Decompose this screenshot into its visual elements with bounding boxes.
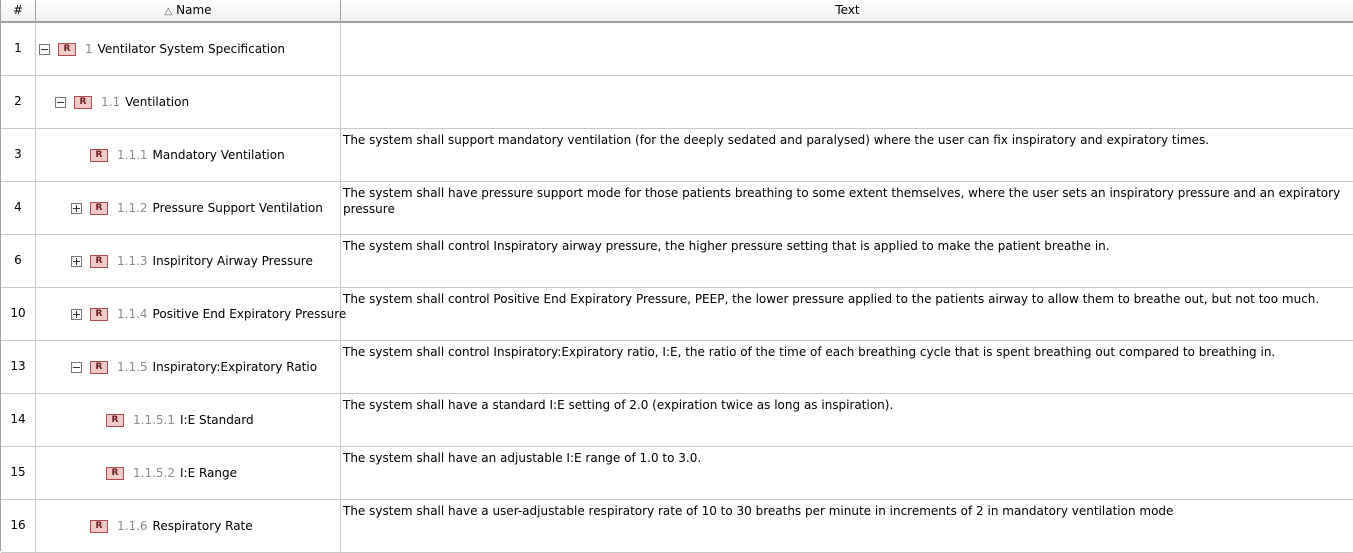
table-row[interactable] xyxy=(1,394,1353,447)
requirement-name[interactable]: Positive End Expiratory Pressure xyxy=(152,307,347,321)
requirement-name[interactable]: Ventilator System Specification xyxy=(97,42,286,56)
table-row[interactable] xyxy=(1,341,1353,394)
expand-icon[interactable] xyxy=(71,203,82,214)
row-number: 15 xyxy=(1,447,36,499)
row-name-cell[interactable] xyxy=(36,500,341,552)
requirement-text[interactable]: The system shall have a user-adjustable respiratory rate of 10 to 30 breaths per minute in increments of 2 in mandatory ventilation mode xyxy=(343,504,1174,518)
table-row[interactable] xyxy=(1,500,1353,553)
requirement-icon: R xyxy=(90,308,108,321)
requirement-name[interactable]: Mandatory Ventilation xyxy=(152,148,285,162)
requirement-text[interactable]: The system shall control Inspiratory airway pressure, the higher pressure setting that is applied to make the patient breathe in. xyxy=(343,239,1110,253)
requirement-id: 1.1.2 xyxy=(117,201,148,215)
requirement-name[interactable]: Ventilation xyxy=(125,95,190,109)
requirement-text[interactable]: The system shall have a standard I:E setting of 2.0 (expiration twice as long as inspiration). xyxy=(343,398,894,412)
requirement-name[interactable]: Inspiritory Airway Pressure xyxy=(152,254,313,268)
requirement-icon: R xyxy=(58,43,76,56)
requirement-id: 1 xyxy=(85,42,93,56)
row-name-cell[interactable] xyxy=(36,182,341,234)
row-name-cell[interactable] xyxy=(36,129,341,181)
row-number: 10 xyxy=(1,288,36,340)
requirement-icon: R xyxy=(90,255,108,268)
requirement-id: 1.1.5.1 xyxy=(133,413,175,427)
column-header-number-label: # xyxy=(12,3,24,17)
requirement-icon: R xyxy=(90,520,108,533)
requirement-text[interactable]: The system shall support mandatory ventilation (for the deeply sedated and paralysed) where the user can fix inspiratory and expiratory times. xyxy=(343,133,1210,147)
row-number: 2 xyxy=(1,76,36,128)
requirement-text[interactable]: The system shall control Inspiratory:Expiratory ratio, I:E, the ratio of the time of each breathing cycle that is spent breathing out compared to breathing in. xyxy=(343,345,1276,359)
collapse-icon[interactable] xyxy=(55,97,66,108)
requirement-name[interactable]: Pressure Support Ventilation xyxy=(152,201,323,215)
column-header-name-label: Name xyxy=(176,3,212,17)
row-name-cell[interactable] xyxy=(36,235,341,287)
row-number: 4 xyxy=(1,182,36,234)
requirement-icon: R xyxy=(90,149,108,162)
requirement-icon: R xyxy=(90,361,108,374)
requirement-id: 1.1.6 xyxy=(117,519,148,533)
requirement-name[interactable]: Inspiratory:Expiratory Ratio xyxy=(152,360,318,374)
column-header-text[interactable] xyxy=(341,0,1353,21)
table-row[interactable] xyxy=(1,23,1353,76)
requirement-name[interactable]: Respiratory Rate xyxy=(152,519,253,533)
column-header-text-label: Text xyxy=(835,3,860,17)
requirement-text[interactable]: The system shall have pressure support mode for those patients breathing to some extent themselves, where the user sets an inspiratory pressure and an expiratory pressure xyxy=(343,186,1341,216)
row-name-cell[interactable] xyxy=(36,447,341,499)
requirement-text[interactable]: The system shall have an adjustable I:E range of 1.0 to 3.0. xyxy=(343,451,702,465)
requirement-text[interactable] xyxy=(341,76,1353,128)
column-header-number[interactable] xyxy=(1,0,36,21)
table-row[interactable] xyxy=(1,129,1353,182)
requirement-name[interactable]: I:E Range xyxy=(179,466,237,480)
row-number: 6 xyxy=(1,235,36,287)
row-number: 1 xyxy=(1,23,36,75)
table-row[interactable] xyxy=(1,235,1353,288)
requirement-id: 1.1.1 xyxy=(117,148,148,162)
requirement-id: 1.1 xyxy=(101,95,121,109)
row-name-cell[interactable] xyxy=(36,23,341,75)
table-row[interactable] xyxy=(1,76,1353,129)
requirement-id: 1.1.5 xyxy=(117,360,148,374)
requirement-id: 1.1.5.2 xyxy=(133,466,175,480)
row-name-cell[interactable] xyxy=(36,394,341,446)
row-name-cell[interactable] xyxy=(36,288,347,340)
expand-icon[interactable] xyxy=(71,256,82,267)
row-number: 14 xyxy=(1,394,36,446)
requirement-icon: R xyxy=(106,414,124,427)
row-name-cell[interactable] xyxy=(36,76,341,128)
requirement-icon: R xyxy=(74,96,92,109)
sort-ascending-icon: △ xyxy=(164,6,173,17)
row-number: 3 xyxy=(1,129,36,181)
collapse-icon[interactable] xyxy=(39,44,50,55)
requirement-icon: R xyxy=(90,202,108,215)
requirement-text[interactable]: The system shall control Positive End Expiratory Pressure, PEEP, the lower pressure applied to the patients airway to allow them to breathe out, but not too much. xyxy=(343,292,1320,306)
requirement-id: 1.1.4 xyxy=(117,307,148,321)
requirement-id: 1.1.3 xyxy=(117,254,148,268)
collapse-icon[interactable] xyxy=(71,362,82,373)
requirement-icon: R xyxy=(106,467,124,480)
row-number: 13 xyxy=(1,341,36,393)
table-row[interactable] xyxy=(1,447,1353,500)
expand-icon[interactable] xyxy=(71,309,82,320)
row-number: 16 xyxy=(1,500,36,552)
row-name-cell[interactable] xyxy=(36,341,341,393)
table-row[interactable] xyxy=(1,182,1353,235)
requirement-name[interactable]: I:E Standard xyxy=(179,413,254,427)
table-row[interactable] xyxy=(1,288,1353,341)
requirement-text[interactable] xyxy=(341,23,1353,75)
table-header xyxy=(1,0,1353,23)
column-header-name[interactable] xyxy=(36,0,341,21)
